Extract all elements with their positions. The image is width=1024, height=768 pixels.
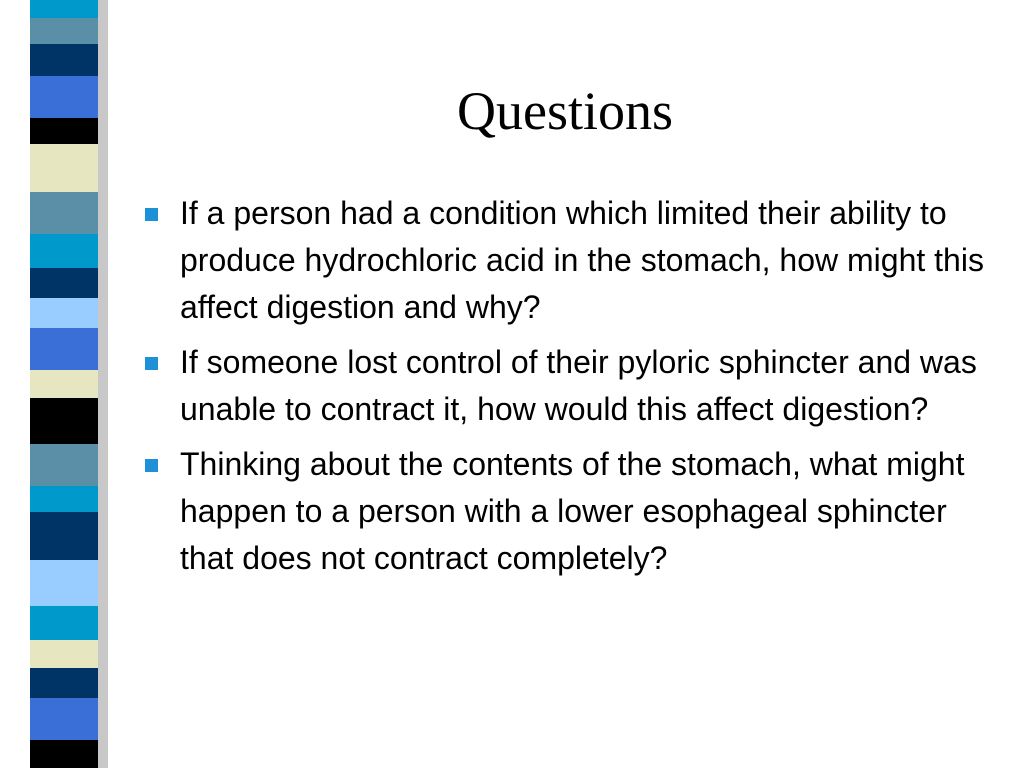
stripe-block — [30, 606, 98, 640]
stripe-block — [30, 668, 98, 698]
stripe-block — [30, 698, 98, 740]
stripe-block — [30, 0, 98, 18]
square-bullet-icon — [145, 357, 158, 370]
stripe-block — [30, 486, 98, 512]
stripe-block — [30, 268, 98, 298]
slide-title: Questions — [457, 81, 673, 141]
stripe-block — [30, 512, 98, 560]
stripe-block — [30, 18, 98, 44]
stripe-block — [30, 370, 98, 398]
stripe-block — [30, 298, 98, 328]
bullet-item — [140, 441, 990, 582]
decorative-stripe — [30, 0, 98, 768]
stripe-block — [30, 328, 98, 370]
bullet-item — [140, 190, 990, 331]
square-bullet-icon — [145, 459, 158, 472]
stripe-block — [30, 44, 98, 76]
stripe-block — [30, 640, 98, 668]
stripe-block — [30, 144, 98, 192]
stripe-block — [30, 192, 98, 234]
bullet-text: If a person had a condition which limited their ability to produce hydrochloric acid in the stomach, how might this affect digestion and why? — [180, 195, 984, 325]
square-bullet-icon — [145, 208, 158, 221]
stripe-block — [30, 118, 98, 144]
stripe-block — [30, 76, 98, 118]
bullet-text: If someone lost control of their pyloric sphincter and was unable to contract it, how would this affect digestion? — [180, 344, 977, 427]
bullet-item — [140, 339, 990, 433]
stripe-block — [30, 740, 98, 768]
stripe-block — [30, 560, 98, 606]
bullet-text: Thinking about the contents of the stomach, what might happen to a person with a lower esophageal sphincter that does not contract completely? — [180, 446, 965, 576]
stripe-block — [30, 398, 98, 444]
stripe-block — [30, 234, 98, 268]
stripe-block — [30, 444, 98, 486]
bullet-list — [140, 190, 990, 590]
